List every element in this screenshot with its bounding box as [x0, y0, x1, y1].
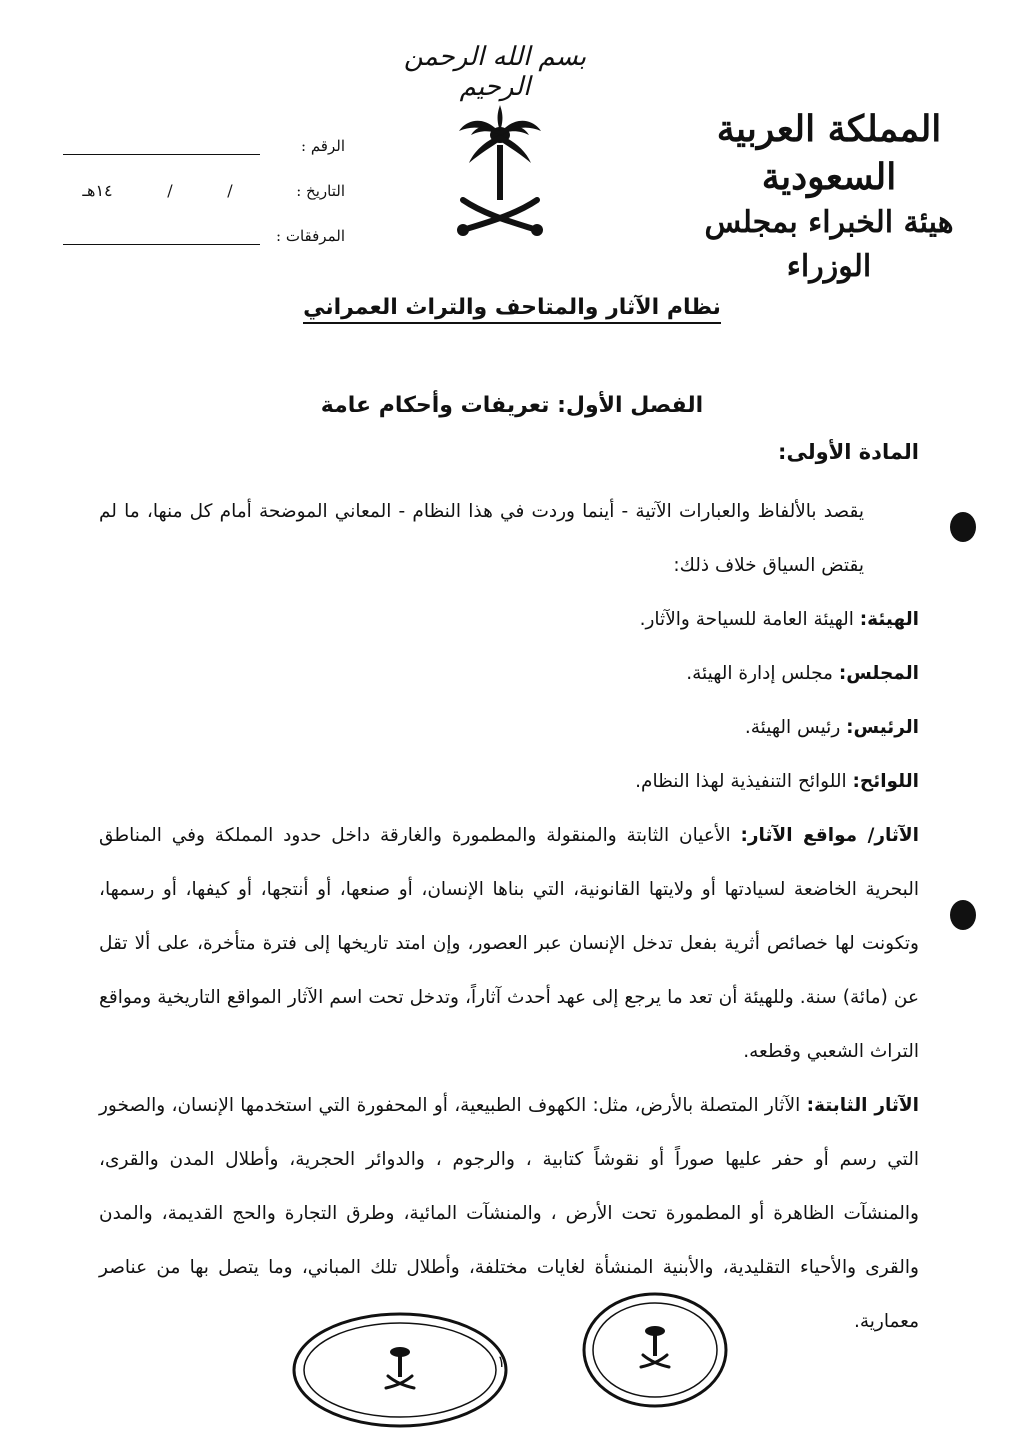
left-seal-icon [290, 1310, 510, 1430]
definition-item [99, 809, 919, 1079]
definition-item [99, 701, 919, 755]
definition-term: الآثار/ مواقع الآثار: [740, 825, 919, 846]
definition-term: الهيئة: [859, 609, 919, 630]
attachments-line [63, 226, 260, 245]
date-suffix: ١٤هـ [82, 181, 113, 200]
date-row [55, 155, 345, 200]
definition-text: الهيئة العامة للسياحة والآثار. [639, 609, 854, 630]
chapter-heading: الفصل الأول: تعريفات وأحكام عامة [320, 393, 704, 418]
date-value [55, 181, 260, 200]
reference-block [55, 110, 345, 245]
definition-text: الآثار المتصلة بالأرض، مثل: الكهوف الطبيعية، أو المحفورة التي استخدمها الإنسان، والصخور التي رسم أو حفر عليها صوراً أو نقوشاً كتابية ، والرجوم ، والدوائر الحجرية، وأطلال المدن والقرى، والمنشآت الظاهرة أو المطمورة تحت الأرض ، والمنشآت المائية، وطرق التجارة والحج القديمة، والمدن والقرى والأحياء التقليدية، والأبنية المنشأة لغايات مختلفة، وأطلال تلك المباني، وما يتصل بها من عناصر معمارية. [99, 1095, 919, 1332]
intro-paragraph: يقصد بالألفاظ والعبارات الآتية - أينما وردت في هذا النظام - المعاني الموضحة أمام كل منها، ما لم يقتض السياق خلاف ذلك: [99, 501, 864, 576]
article-body [99, 485, 919, 1349]
definition-term: المجلس: [838, 663, 919, 684]
definition-item [99, 647, 919, 701]
page-number: ١ [497, 1352, 506, 1371]
right-seal-icon [580, 1290, 730, 1410]
binder-hole-icon [950, 512, 976, 542]
date-separator: / [227, 181, 233, 200]
reference-label: الرقم : [301, 137, 345, 155]
attachments-row [55, 200, 345, 245]
definition-term: الآثار الثابتة: [806, 1095, 919, 1116]
definition-item [99, 593, 919, 647]
authority-name: هيئة الخبراء بمجلس الوزراء [704, 205, 954, 284]
kingdom-name: المملكة العربية السعودية [716, 108, 942, 198]
document-title-wrap [0, 295, 1024, 320]
definition-term: اللوائح: [852, 771, 919, 792]
attachments-label: المرفقات : [276, 227, 345, 245]
saudi-emblem-icon [455, 105, 545, 245]
date-label: التاريخ : [296, 182, 345, 200]
definition-item [99, 755, 919, 809]
definition-term: الرئيس: [846, 717, 919, 738]
definition-text: الأعيان الثابتة والمنقولة والمطمورة والغارقة داخل حدود المملكة وفي المناطق البحرية الخاضعة لسيادتها أو ولايتها القانونية، التي بناها الإنسان، أو صنعها، أو أنتجها، أو كيفها، أو رسمها، وتكونت لها خصائص أثرية بفعل تدخل الإنسان عبر العصور، وإن امتد تاريخها إلى فترة متأخرة، على ألا تقل عن (مائة) سنة. وللهيئة أن تعد ما يرجع إلى عهد أحدث آثاراً، وتدخل تحت اسم الآثار المواقع التاريخية ومواقع التراث الشعبي وقطعه. [99, 825, 919, 1062]
reference-line [63, 136, 260, 155]
definition-text: مجلس إدارة الهيئة. [686, 663, 833, 684]
date-separator: / [167, 181, 173, 200]
reference-row [55, 110, 345, 155]
basmala: بسم الله الرحمن الرحيم [403, 42, 587, 102]
article-heading: المادة الأولى: [778, 440, 919, 464]
issuer-header [674, 105, 984, 289]
document-title: نظام الآثار والمتاحف والتراث العمراني [303, 295, 721, 324]
definition-item [99, 1079, 919, 1349]
definition-text: رئيس الهيئة. [744, 717, 841, 738]
definition-text: اللوائح التنفيذية لهذا النظام. [635, 771, 847, 792]
binder-hole-icon [950, 900, 976, 930]
